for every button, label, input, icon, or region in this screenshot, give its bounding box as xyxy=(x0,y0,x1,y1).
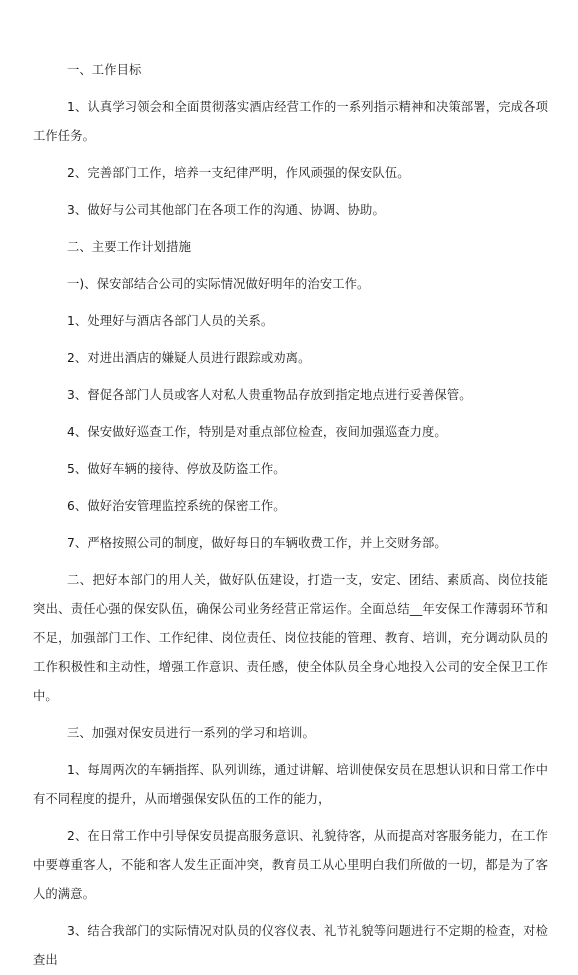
subheading-security-work: 一)、保安部结合公司的实际情况做好明年的治安工作。 xyxy=(67,277,370,291)
heading-main-measures: 二、主要工作计划措施 xyxy=(67,240,191,254)
paragraph-measure-2: 2、对进出酒店的嫌疑人员进行跟踪或劝离。 xyxy=(67,351,311,365)
paragraph-measure-7: 7、严格按照公司的制度，做好每日的车辆收费工作，并上交财务部。 xyxy=(67,536,447,550)
paragraph-measure-4: 4、保安做好巡查工作，特别是对重点部位检查，夜间加强巡查力度。 xyxy=(67,425,447,439)
paragraph-measure-3: 3、督促各部门人员或客人对私人贵重物品存放到指定地点进行妥善保管。 xyxy=(67,388,472,402)
paragraph-training-2: 2、在日常工作中引导保安员提高服务意识、礼貌待客，从而提高对客服务能力，在工作中要尊重客人，不能和客人发生正面冲突，教育员工从心里明白我们所做的一切，都是为了客人的满意。 xyxy=(33,829,548,901)
paragraph-goal-3: 3、做好与公司其他部门在各项工作的沟通、协调、协助。 xyxy=(67,203,385,217)
heading-training: 三、加强对保安员进行一系列的学习和培训。 xyxy=(67,726,315,740)
paragraph-training-1: 1、每周两次的车辆指挥、队列训练，通过讲解、培训使保安员在思想认识和日常工作中有不同程度的提升，从而增强保安队伍的工作的能力， xyxy=(33,763,548,806)
heading-work-goals: 一、工作目标 xyxy=(67,63,142,77)
paragraph-measure-1: 1、处理好与酒店各部门人员的关系。 xyxy=(67,314,274,328)
paragraph-training-3: 3、结合我部门的实际情况对队员的仪容仪表、礼节礼貌等问题进行不定期的检查，对检查出 xyxy=(33,924,548,967)
paragraph-measure-6: 6、做好治安管理监控系统的保密工作。 xyxy=(67,499,286,513)
paragraph-measure-5: 5、做好车辆的接待、停放及防盗工作。 xyxy=(67,462,286,476)
paragraph-team-building: 二、把好本部门的用人关，做好队伍建设，打造一支，安定、团结、素质高、岗位技能突出、责任心强的保安队伍，确保公司业务经营正常运作。全面总结__年安保工作薄弱环节和不足，加强部门工作、工作纪律、岗位责任、岗位技能的管理、教育、培训，充分调动队员的工作积极性和主动性，增强工作意识、责任感，使全体队员全身心地投入公司的安全保卫工作中。 xyxy=(33,573,548,703)
paragraph-goal-1: 1、认真学习领会和全面贯彻落实酒店经营工作的一系列指示精神和决策部署，完成各项工作任务。 xyxy=(33,100,548,143)
paragraph-goal-2: 2、完善部门工作，培养一支纪律严明，作风顽强的保安队伍。 xyxy=(67,166,410,180)
